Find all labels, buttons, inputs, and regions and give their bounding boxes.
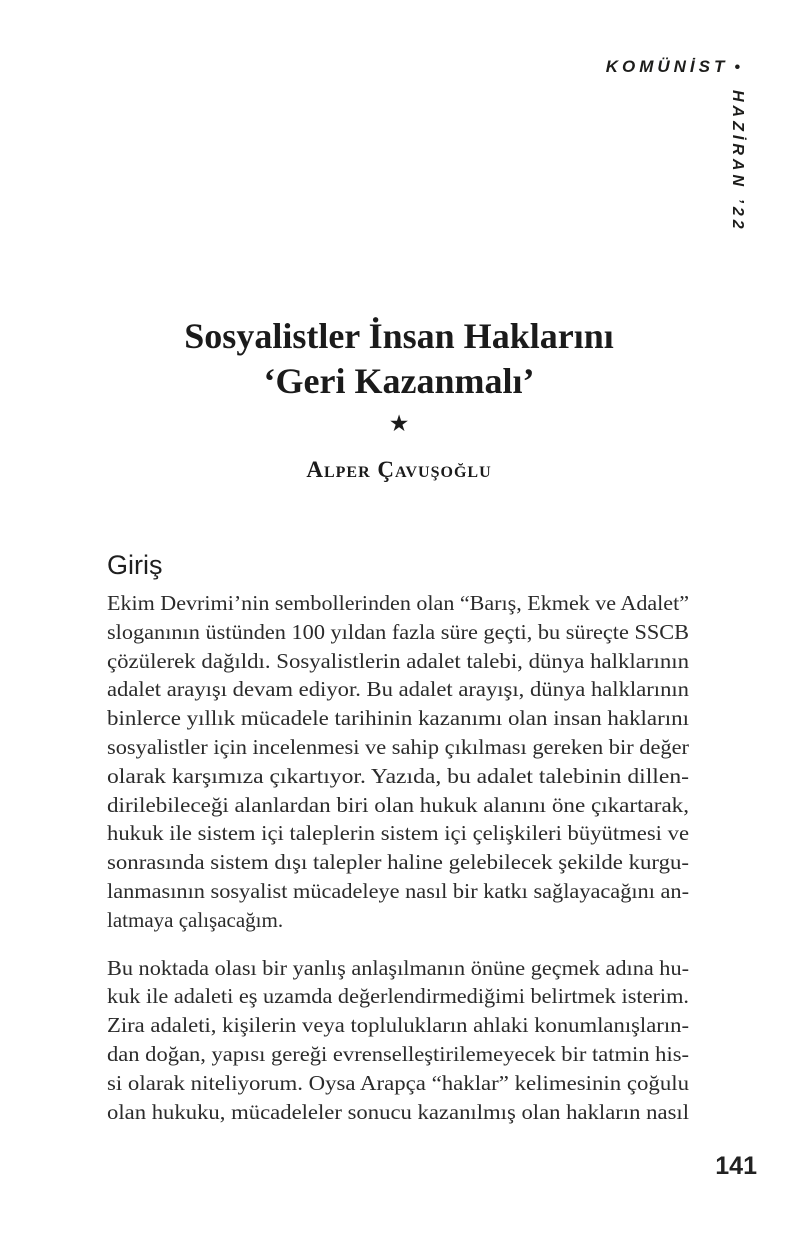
- text-line: latmaya çalışacağım.: [107, 907, 284, 932]
- paragraph-2: [107, 954, 689, 1127]
- page-title-line-1: Sosyalistler İnsan Haklarını: [184, 316, 614, 356]
- text-line: si olarak niteliyorum. Oysa Arapça “haklar” kelimesinin çoğulu: [107, 1070, 690, 1095]
- page-number: 141: [715, 1152, 757, 1180]
- journal-name: KOMÜNİST: [605, 57, 729, 76]
- text-line: dan doğan, yapısı gereği evrenselleştirilemeyecek bir tatmin his-: [107, 1041, 689, 1066]
- header-bullet: •: [734, 59, 740, 76]
- page-title-line-2: ‘Geri Kazanmalı’: [263, 361, 535, 401]
- text-line: kuk ile adaleti eş uzamda değerlendirmediğimi belirtmek isterim.: [107, 984, 689, 1009]
- page-title: [0, 314, 798, 404]
- article-body: [107, 589, 689, 1145]
- text-line: sloganının üstünden 100 yıldan fazla süre geçti, bu süreçte SSCB: [107, 619, 689, 644]
- text-line: Bu noktada olası bir yanlış anlaşılmanın önüne geçmek adına hu-: [107, 955, 689, 980]
- title-block: [0, 314, 798, 483]
- text-line: dirilebileceği alanlardan biri olan hukuk alanını öne çıkartarak,: [107, 792, 689, 817]
- text-line: binlerce yıllık mücadele tarihinin kazanımı olan insan haklarını: [107, 706, 689, 731]
- text-line: Ekim Devrimi’nin sembollerinden olan “Barış, Ekmek ve Adalet”: [107, 591, 689, 615]
- author-name: Alper Çavuşoğlu: [306, 457, 492, 482]
- star-divider-icon: ★: [388, 411, 410, 436]
- journal-masthead: [606, 57, 740, 77]
- text-line: çözülerek dağıldı. Sosyalistlerin adalet talebi, dünya halklarının: [107, 648, 690, 673]
- text-line: adalet arayışı devam ediyor. Bu adalet arayışı, dünya halklarının: [107, 677, 689, 702]
- text-line: olarak karşımıza çıkartıyor. Yazıda, bu adalet talebinin dillen-: [107, 763, 689, 788]
- text-line: hukuk ile sistem içi taleplerin sistem içi çelişkileri büyütmesi ve: [107, 821, 689, 846]
- text-line: sonrasında sistem dışı talepler haline gelebilecek şekilde kurgu-: [107, 850, 689, 875]
- paragraph-1: [107, 589, 689, 935]
- text-line: lanmasının sosyalist mücadeleye nasıl bir katkı sağlayacağını an-: [107, 878, 689, 903]
- text-line: sosyalistler için incelenmesi ve sahip çıkılması gereken bir değer: [107, 734, 689, 759]
- issue-date: HAZİRAN ’22: [729, 90, 746, 233]
- section-heading: Giriş: [107, 550, 163, 580]
- text-line: olan hukuku, mücadeleler sonucu kazanılmış olan hakların nasıl: [107, 1099, 689, 1124]
- text-line: Zira adaleti, kişilerin veya toplulukların ahlaki konumlanışların-: [107, 1013, 689, 1038]
